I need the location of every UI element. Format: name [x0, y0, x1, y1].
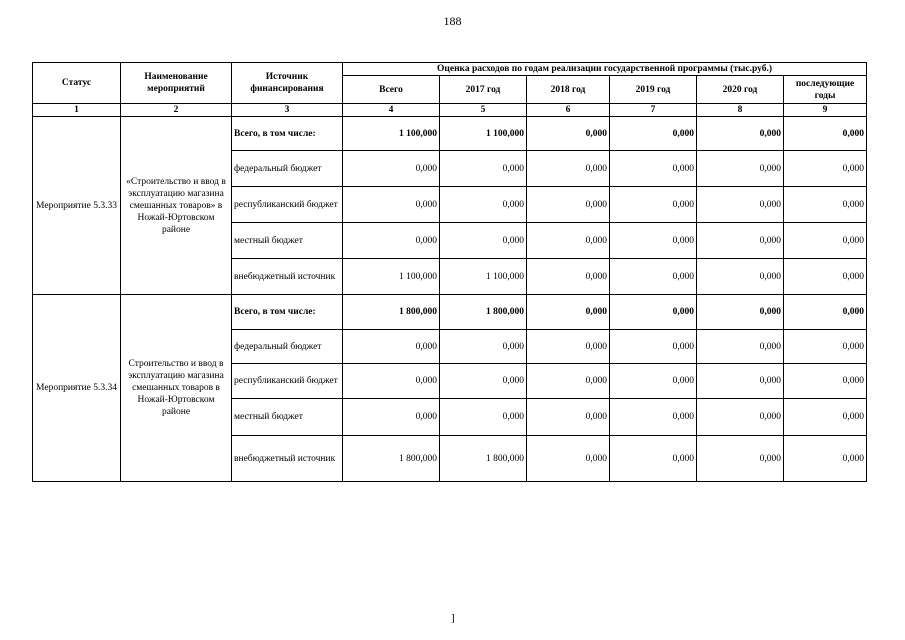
value-cell: 0,000	[440, 364, 527, 399]
index-row	[33, 104, 867, 117]
header-2017: 2017 год	[440, 76, 527, 104]
value-cell: 1 100,000	[343, 117, 440, 151]
value-cell: 0,000	[527, 187, 610, 223]
value-cell: 0,000	[697, 436, 784, 482]
value-cell: 0,000	[527, 364, 610, 399]
value-cell: 0,000	[784, 259, 867, 295]
value-cell: 1 100,000	[343, 259, 440, 295]
value-cell: 0,000	[343, 187, 440, 223]
value-cell: 0,000	[784, 117, 867, 151]
value-cell: 1 800,000	[343, 295, 440, 330]
value-cell: 1 800,000	[343, 436, 440, 482]
header-status: Статус	[33, 63, 121, 104]
value-cell: 0,000	[527, 399, 610, 436]
value-cell: 0,000	[697, 259, 784, 295]
index-cell: 4	[343, 104, 440, 117]
value-cell: 1 800,000	[440, 295, 527, 330]
funding-source: местный бюджет	[232, 399, 343, 436]
event-status: Мероприятие 5.3.33	[33, 117, 121, 295]
header-expense-group: Оценка расходов по годам реализации государственной программы (тыс.руб.)	[343, 63, 867, 76]
value-cell: 0,000	[784, 330, 867, 364]
value-cell: 0,000	[440, 223, 527, 259]
value-cell: 0,000	[784, 436, 867, 482]
funding-source: федеральный бюджет	[232, 330, 343, 364]
value-cell: 0,000	[610, 223, 697, 259]
index-cell: 5	[440, 104, 527, 117]
index-cell: 2	[121, 104, 232, 117]
value-cell: 0,000	[610, 259, 697, 295]
index-cell: 1	[33, 104, 121, 117]
value-cell: 0,000	[697, 151, 784, 187]
value-cell: 0,000	[527, 295, 610, 330]
event-status: Мероприятие 5.3.34	[33, 295, 121, 482]
header-total: Всего	[343, 76, 440, 104]
header-2018: 2018 год	[527, 76, 610, 104]
funding-source: внебюджетный источник	[232, 436, 343, 482]
value-cell: 0,000	[610, 151, 697, 187]
value-cell: 1 100,000	[440, 117, 527, 151]
value-cell: 0,000	[527, 151, 610, 187]
event-name: Строительство и ввод в эксплуатацию магазина смешанных товаров в Ножай-Юртовском районе	[121, 295, 232, 482]
value-cell: 0,000	[343, 151, 440, 187]
value-cell: 0,000	[697, 187, 784, 223]
value-cell: 0,000	[440, 151, 527, 187]
value-cell: 0,000	[784, 187, 867, 223]
value-cell: 0,000	[697, 295, 784, 330]
value-cell: 0,000	[610, 330, 697, 364]
page-number: 188	[443, 14, 462, 28]
funding-source: внебюджетный источник	[232, 259, 343, 295]
value-cell: 0,000	[440, 399, 527, 436]
value-cell: 0,000	[784, 399, 867, 436]
funding-source: местный бюджет	[232, 223, 343, 259]
value-cell: 0,000	[784, 364, 867, 399]
value-cell: 0,000	[527, 436, 610, 482]
value-cell: 0,000	[527, 223, 610, 259]
value-cell: 0,000	[440, 187, 527, 223]
funding-source: республиканский бюджет	[232, 364, 343, 399]
header-later-years: последующие годы	[784, 76, 867, 104]
header-2019: 2019 год	[610, 76, 697, 104]
value-cell: 0,000	[610, 187, 697, 223]
value-cell: 1 100,000	[440, 259, 527, 295]
value-cell: 0,000	[697, 223, 784, 259]
index-cell: 9	[784, 104, 867, 117]
value-cell: 0,000	[784, 151, 867, 187]
value-cell: 0,000	[697, 364, 784, 399]
value-cell: 0,000	[610, 117, 697, 151]
value-cell: 0,000	[343, 399, 440, 436]
value-cell: 0,000	[697, 330, 784, 364]
value-cell: 0,000	[784, 223, 867, 259]
funding-source: Всего, в том числе:	[232, 295, 343, 330]
index-cell: 6	[527, 104, 610, 117]
budget-table	[32, 62, 867, 482]
value-cell: 0,000	[343, 364, 440, 399]
event-name: «Строительство и ввод в эксплуатацию магазина смешанных товаров» в Ножай-Юртовском районе	[121, 117, 232, 295]
value-cell: 0,000	[527, 259, 610, 295]
value-cell: 0,000	[440, 330, 527, 364]
header-2020: 2020 год	[697, 76, 784, 104]
table-row	[33, 117, 867, 151]
index-cell: 8	[697, 104, 784, 117]
value-cell: 0,000	[610, 295, 697, 330]
header-name: Наименование мероприятий	[121, 63, 232, 104]
value-cell: 0,000	[610, 364, 697, 399]
header-source: Источник финансирования	[232, 63, 343, 104]
value-cell: 1 800,000	[440, 436, 527, 482]
value-cell: 0,000	[527, 330, 610, 364]
index-cell: 7	[610, 104, 697, 117]
value-cell: 0,000	[343, 223, 440, 259]
table-row	[33, 295, 867, 330]
funding-source: республиканский бюджет	[232, 187, 343, 223]
value-cell: 0,000	[343, 330, 440, 364]
value-cell: 0,000	[610, 399, 697, 436]
index-cell: 3	[232, 104, 343, 117]
value-cell: 0,000	[784, 295, 867, 330]
value-cell: 0,000	[697, 399, 784, 436]
value-cell: 0,000	[610, 436, 697, 482]
value-cell: 0,000	[527, 117, 610, 151]
bottom-mark: ]	[451, 612, 455, 624]
funding-source: Всего, в том числе:	[232, 117, 343, 151]
funding-source: федеральный бюджет	[232, 151, 343, 187]
value-cell: 0,000	[697, 117, 784, 151]
